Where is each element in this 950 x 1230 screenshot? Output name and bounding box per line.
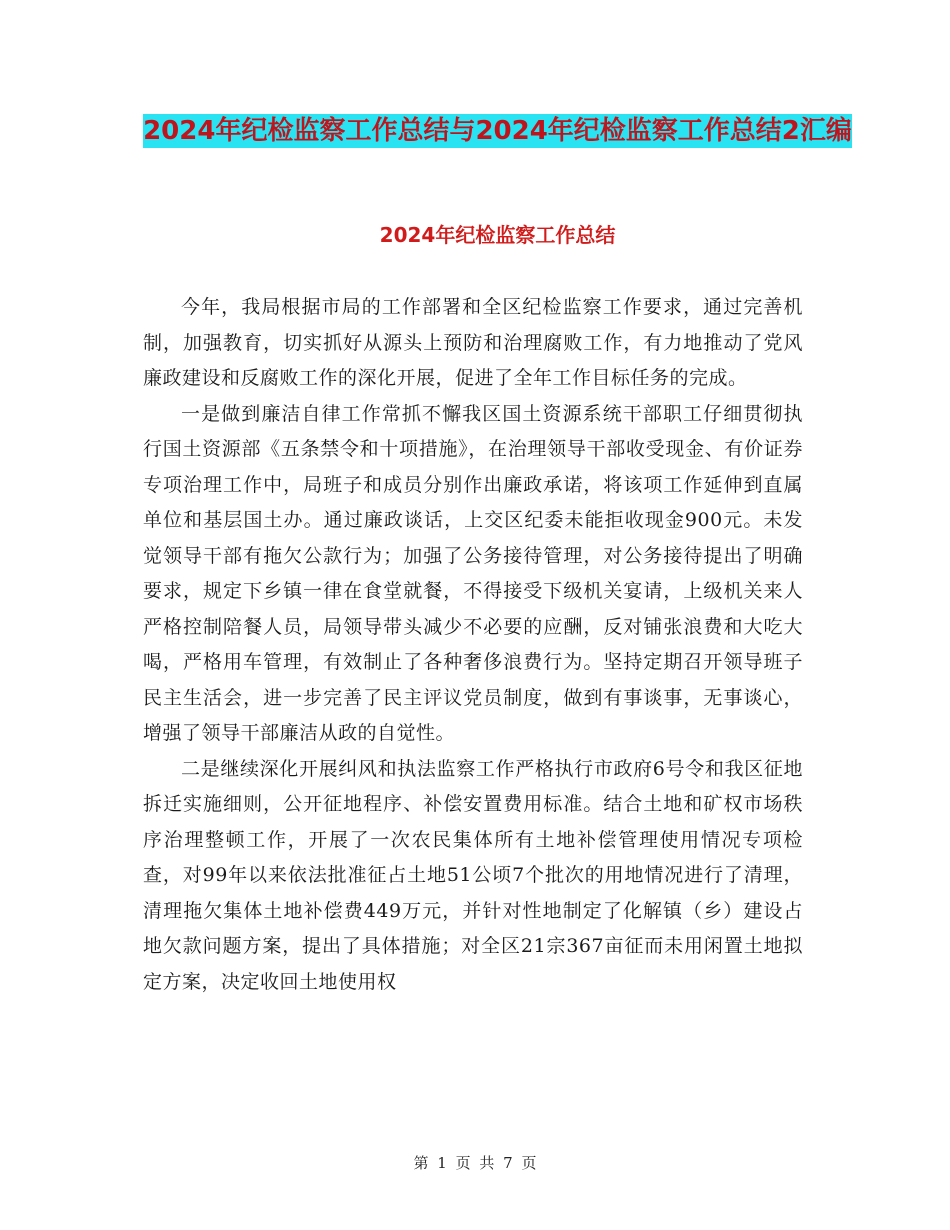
paragraph-intro: 今年，我局根据市局的工作部署和全区纪检监察工作要求，通过完善机制，加强教育，切实抓好从源头上预防和治理腐败工作，有力地推动了党风廉政建设和反腐败工作的深化开展，促进了全年工作目标任务的完成。 [143, 296, 803, 389]
document-title-text: 2024年纪检监察工作总结与2024年纪检监察工作总结2汇编 [143, 116, 852, 146]
page-footer: 第 1 页 共 7 页 [413, 1154, 537, 1172]
document-title [140, 108, 855, 154]
document-body [143, 290, 803, 1000]
section-title: 2024年纪检监察工作总结 [379, 223, 616, 247]
paragraph-one: 一是做到廉洁自律工作常抓不懈我区国土资源系统干部职工仔细贯彻执行国土资源部《五条禁令和十项措施》，在治理领导干部收受现金、有价证券专项治理工作中，局班子和成员分别作出廉政承诺，将该项工作延伸到直属单位和基层国土办。通过廉政谈话，上交区纪委未能拒收现金900元。未发觉领导干部有拖欠公款行为；加强了公务接待管理，对公务接待提出了明确要求，规定下乡镇一律在食堂就餐，不得接受下级机关宴请，上级机关来人严格控制陪餐人员，局领导带头减少不必要的应酬，反对铺张浪费和大吃大喝，严格用车管理，有效制止了各种奢侈浪费行为。坚持定期召开领导班子民主生活会，进一步完善了民主评议党员制度，做到有事谈事，无事谈心，增强了领导干部廉洁从政的自觉性。 [143, 402, 803, 744]
paragraph-two: 二是继续深化开展纠风和执法监察工作严格执行市政府6号令和我区征地拆迁实施细则，公开征地程序、补偿安置费用标准。结合土地和矿权市场秩序治理整顿工作，开展了一次农民集体所有土地补偿管理使用情况专项检查，对99年以来依法批准征占土地51公顷7个批次的用地情况进行了清理，清理拖欠集体土地补偿费449万元，并针对性地制定了化解镇（乡）建设占地欠款问题方案，提出了具体措施；对全区21宗367亩征而未用闲置土地拟定方案，决定收回土地使用权 [143, 757, 803, 993]
